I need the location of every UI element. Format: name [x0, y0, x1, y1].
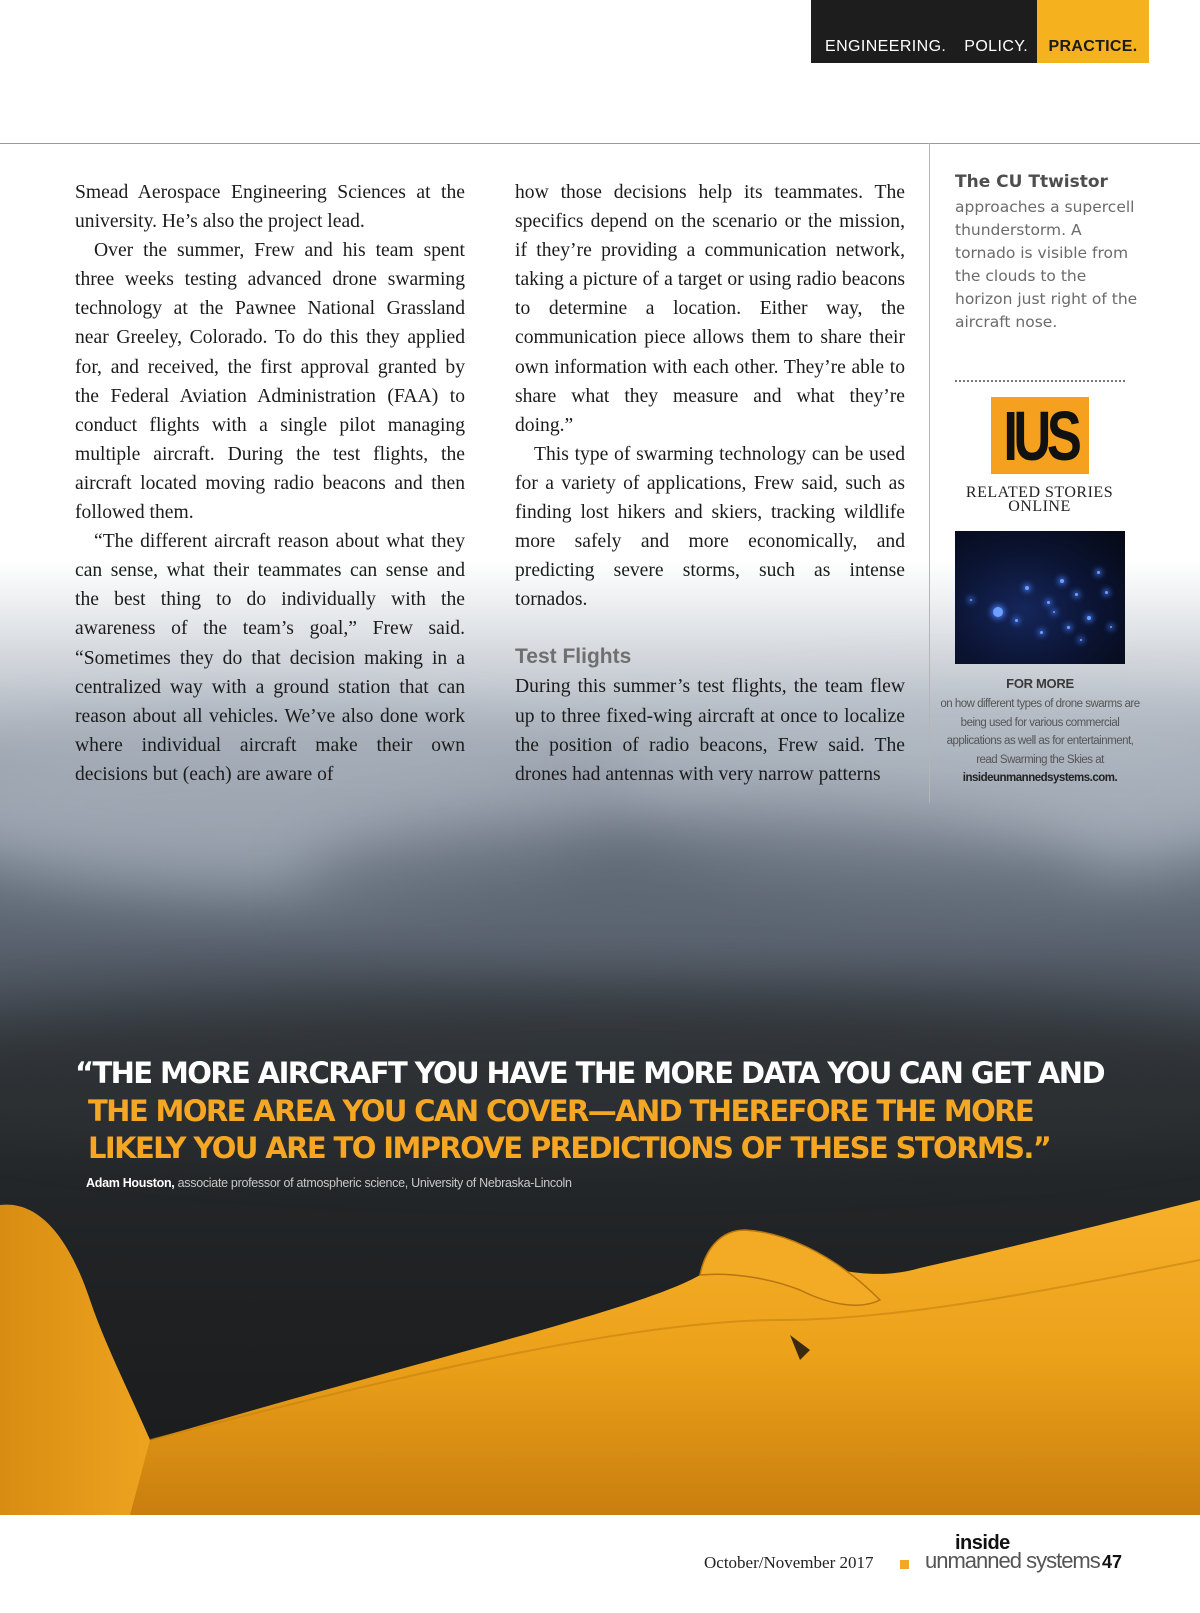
paragraph: Over the summer, Frew and his team spent three weeks testing advanced drone swarming technology at the Pawnee National Grassland near Greeley, Colorado. To do this they applied for, and received, the first approval granted by the Federal Aviation Administration (FAA) to conduct flights with a single pilot managing multiple aircraft. During the test flights, the aircraft located moving radio beacons and then followed them.: [75, 240, 465, 524]
for-more-heading: FOR MORE: [1006, 676, 1074, 691]
pull-quote-line-1: “THE MORE AIRCRAFT YOU HAVE THE MORE DATA YOU CAN GET AND: [75, 1056, 1104, 1090]
light-dot: [1025, 586, 1029, 590]
for-more-body: [940, 695, 1140, 788]
pull-quote: [75, 1055, 1104, 1168]
paragraph: This type of swarming technology can be used for a variety of applications, Frew said, such as finding lost hikers and skiers, tracking wildlife more safely and more economically, and predicting severe storms, such as intense tornados.: [515, 443, 905, 611]
related-line-2: ONLINE: [1008, 498, 1071, 515]
light-dot: [1067, 626, 1070, 629]
magazine-logo-bottom: unmanned systems: [925, 1548, 1100, 1573]
section-tab-bar: [811, 0, 1149, 63]
light-dot: [1097, 571, 1100, 574]
attribution-name: Adam Houston,: [86, 1176, 175, 1190]
light-dot: [1105, 591, 1108, 594]
light-dot: [1080, 639, 1082, 641]
header-divider: [0, 143, 1200, 144]
photo-caption-body: approaches a supercell thunderstorm. A tornado is visible from the clouds to the horizon just right of the aircraft nose.: [955, 198, 1138, 331]
ius-logo: [991, 397, 1089, 474]
pull-quote-attribution: [86, 1176, 572, 1190]
attribution-title: associate professor of atmospheric science, University of Nebraska-Lincoln: [177, 1176, 572, 1190]
paragraph: “The different aircraft reason about what they can sense, what their teammates can sense and the best thing to do individually with the awareness of the team’s goal,” Frew said. “Sometimes they do that decision making in a centralized way with a ground station that can reason about all vehicles. We’ve also done work where individual aircraft make their own decisions but (each) are aware of: [75, 531, 465, 785]
drone-swarm-thumbnail[interactable]: [955, 531, 1125, 664]
photo-caption-title: The CU Ttwistor: [955, 172, 1108, 192]
pull-quote-line-3: LIKELY YOU ARE TO IMPROVE PREDICTIONS OF THESE STORMS.”: [88, 1131, 1051, 1165]
pull-quote-line-2: THE MORE AREA YOU CAN COVER—AND THEREFORE THE MORE: [88, 1093, 1034, 1128]
light-dot: [970, 599, 972, 601]
section-tab-dark: [811, 0, 1037, 63]
tab-practice: PRACTICE.: [1048, 37, 1138, 55]
light-dot: [1087, 616, 1091, 620]
section-tab-yellow: [1037, 0, 1149, 63]
footer-square-icon: [900, 1560, 909, 1569]
light-dot: [1040, 631, 1043, 634]
light-dot: [1053, 611, 1055, 613]
body-column-1: [75, 178, 465, 789]
tab-policy: POLICY.: [964, 37, 1029, 55]
related-line-1: RELATED STORIES: [965, 484, 1114, 501]
sidebar-divider: [929, 143, 930, 803]
paragraph: During this summer’s test flights, the team flew up to three fixed-wing aircraft at once to localize the position of radio beacons, Frew said. The drones had antennas with very narrow patterns: [515, 676, 905, 785]
light-dot: [1075, 593, 1078, 596]
page-number: 47: [1102, 1552, 1123, 1572]
paragraph: how those decisions help its teammates. The specifics depend on the scenario or the mission, if they’re providing a communication network, taking a picture of a target or using radio beacons to determine a location. Either way, the communication piece allows them to share their own information with each other. They’re able to share what they measure and what they’re doing.”: [515, 182, 905, 436]
light-dot: [1047, 601, 1050, 604]
website-link[interactable]: insideunmannedsystems.com.: [962, 772, 1118, 784]
issue-date: October/November 2017: [704, 1553, 874, 1572]
magazine-logo-top: inside: [955, 1532, 1010, 1554]
light-dot: [993, 607, 1003, 617]
body-column-2: [515, 178, 905, 789]
paragraph: Smead Aerospace Engineering Sciences at the university. He’s also the project lead.: [75, 182, 465, 233]
tab-engineering: ENGINEERING.: [825, 37, 947, 55]
dotted-divider: [955, 380, 1125, 382]
for-more-text: on how different types of drone swarms are being used for various commercial applications as well as for entertainment, read Swarming the Skies at: [940, 698, 1140, 766]
ius-logo-text: IUS: [1002, 396, 1078, 475]
light-dot: [1060, 579, 1064, 583]
light-dot: [1015, 619, 1018, 622]
related-stories-heading: [952, 486, 1127, 514]
subheading: Test Flights: [515, 645, 632, 669]
light-dot: [1110, 626, 1112, 628]
